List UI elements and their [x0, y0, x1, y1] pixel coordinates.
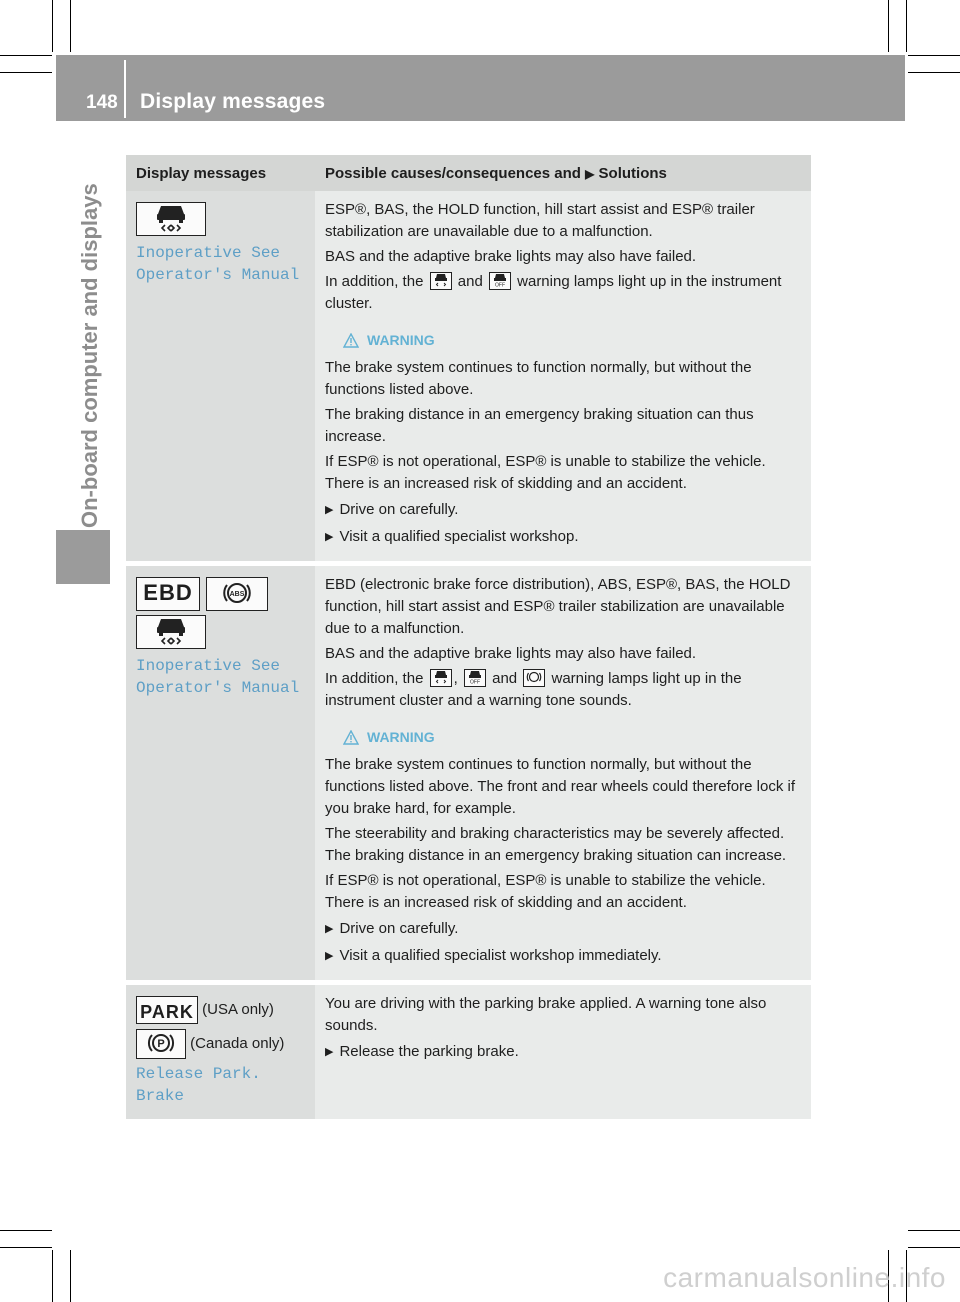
- action-item: ▶ Visit a qualified specialist workshop.: [325, 528, 579, 545]
- table-header-row: [126, 155, 811, 191]
- action-item: ▶ Drive on carefully.: [325, 501, 459, 518]
- arrow-right-icon: ▶: [325, 504, 334, 516]
- side-tab-block: [56, 530, 110, 584]
- warning-paragraph: The braking distance in an emergency braking situation can thus increase.: [325, 406, 754, 445]
- warning-paragraph: If ESP® is not operational, ESP® is unable to stabilize the vehicle. There is an increased risk of skidding and an accident.: [325, 453, 766, 492]
- region-note-usa: (USA only): [202, 1001, 274, 1018]
- svg-text:OFF: OFF: [494, 282, 505, 288]
- warning-paragraph: If ESP® is not operational, ESP® is unable to stabilize the vehicle. There is an increased risk of skidding and an accident.: [325, 872, 766, 911]
- warning-paragraph: The brake system continues to function normally, but without the functions listed above. The front and rear wheels could therefore lock if you brake hard, for example.: [325, 756, 795, 817]
- cause-paragraph: In addition, the and OFF warning lamps light up in the instrument cluster.: [325, 273, 782, 312]
- solution-cell: [315, 983, 811, 1120]
- warning-triangle-icon: [343, 333, 359, 348]
- arrow-right-icon: ▶: [585, 166, 595, 181]
- message-cell: [126, 983, 315, 1120]
- action-item: ▶ Visit a qualified specialist workshop immediately.: [325, 947, 662, 964]
- esp-warning-icon: [136, 202, 206, 236]
- watermark: carmanualsonline.info: [663, 1262, 946, 1293]
- col-header-causes: Possible causes/consequences and ▶ Solutions: [315, 155, 811, 191]
- col-header-display-messages: Display messages: [126, 155, 315, 191]
- svg-text:OFF: OFF: [469, 679, 480, 685]
- section-title: Display messages: [140, 90, 326, 113]
- svg-text:P: P: [157, 1038, 165, 1051]
- warning-paragraph: The brake system continues to function normally, but without the functions listed above.: [325, 359, 752, 398]
- esp-off-icon: [464, 669, 486, 687]
- crop-mark: [70, 0, 71, 52]
- esp-icon: [430, 669, 452, 687]
- cause-paragraph: ESP®, BAS, the HOLD function, hill start assist and ESP® trailer stabilization are unavailable due to a malfunction.: [325, 201, 755, 240]
- cause-paragraph: EBD (electronic brake force distribution), ABS, ESP®, BAS, the HOLD function, hill start assist and ESP® trailer stabilization are unavailable due to a malfunction.: [325, 576, 791, 637]
- crop-mark: [0, 1247, 52, 1248]
- warning-triangle-icon: [343, 730, 359, 745]
- crop-mark: [0, 55, 52, 56]
- page-number: 148: [86, 92, 118, 113]
- crop-mark: [908, 1230, 960, 1231]
- ebd-warning-icon: EBD: [136, 577, 200, 611]
- crop-mark: [52, 0, 53, 52]
- warning-paragraph: The steerability and braking characteristics may be severely affected. The braking distance in an emergency braking situation can increase.: [325, 825, 787, 864]
- crop-mark: [0, 1230, 52, 1231]
- abs-warning-icon: [206, 577, 268, 611]
- arrow-right-icon: ▶: [325, 1046, 334, 1058]
- cause-paragraph: In addition, the , OFF and warning lamps light up in the instrument cluster and a warning tone sounds.: [325, 670, 742, 709]
- crop-mark: [906, 0, 907, 52]
- header-divider: [124, 60, 126, 118]
- display-message-text: Release Park. Brake: [136, 1065, 261, 1105]
- warning-heading: WARNING: [343, 329, 803, 351]
- display-message-text: Inoperative See Operator's Manual: [136, 244, 300, 284]
- esp-icon: [430, 272, 452, 290]
- crop-mark: [52, 1250, 53, 1302]
- crop-mark: [0, 72, 52, 73]
- warning-heading: WARNING: [343, 726, 803, 748]
- crop-mark: [888, 0, 889, 52]
- crop-mark: [908, 72, 960, 73]
- message-cell: [126, 564, 315, 983]
- action-item: ▶ Drive on carefully.: [325, 920, 459, 937]
- esp-off-icon: [489, 272, 511, 290]
- arrow-right-icon: ▶: [325, 923, 334, 935]
- crop-mark: [70, 1250, 71, 1302]
- solution-cell: [315, 191, 811, 564]
- region-note-canada: (Canada only): [190, 1035, 285, 1052]
- crop-mark: [908, 1247, 960, 1248]
- abs-icon: [523, 669, 545, 687]
- park-warning-icon: PARK: [136, 996, 198, 1024]
- cause-paragraph: BAS and the adaptive brake lights may also have failed.: [325, 645, 697, 662]
- side-chapter-label: On-board computer and displays: [77, 183, 102, 528]
- display-message-text: Inoperative See Operator's Manual: [136, 657, 300, 697]
- crop-mark: [908, 55, 960, 56]
- message-cell: [126, 191, 315, 564]
- display-messages-table: [126, 155, 811, 1119]
- table-row: [126, 564, 811, 983]
- svg-text:ABS: ABS: [229, 591, 245, 598]
- arrow-right-icon: ▶: [325, 950, 334, 962]
- table-row: [126, 191, 811, 564]
- cause-paragraph: You are driving with the parking brake applied. A warning tone also sounds.: [325, 995, 767, 1034]
- cause-paragraph: BAS and the adaptive brake lights may also have failed.: [325, 248, 697, 265]
- action-item: ▶ Release the parking brake.: [325, 1043, 519, 1060]
- parking-brake-icon: [136, 1029, 186, 1059]
- esp-warning-icon: [136, 615, 206, 649]
- solution-cell: [315, 564, 811, 983]
- table-row: [126, 983, 811, 1120]
- arrow-right-icon: ▶: [325, 531, 334, 543]
